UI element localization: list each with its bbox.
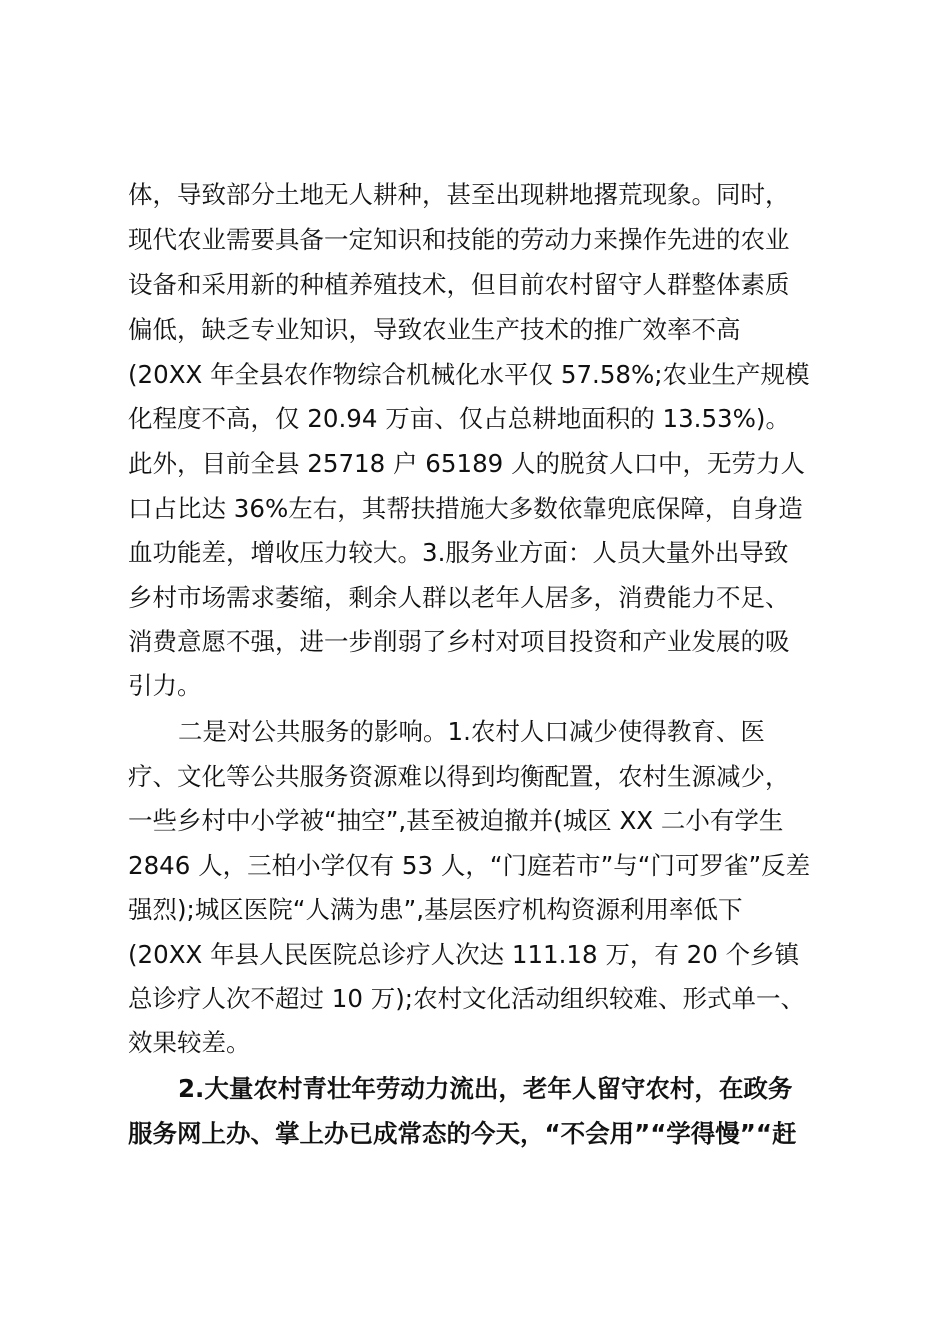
text-line: 血功能差，增收压力较大。3.服务业方面：人员大量外出导致 [128,538,789,567]
text-line: 疗、文化等公共服务资源难以得到均衡配置，农村生源减少， [128,762,790,791]
text-line: 消费意愿不强，进一步削弱了乡村对项目投资和产业发展的吸 [128,627,790,656]
text-line: 强烈);城区医院“人满为患”,基层医疗机构资源利用率低下 [128,895,743,924]
text-line: 引力。 [128,671,202,700]
text-line: 体，导致部分土地无人耕种，甚至出现耕地撂荒现象。同时， [128,180,790,209]
bold-paragraph-line: 2.大量农村青壮年劳动力流出，老年人留守农村，在政务 [178,1074,793,1103]
text-line: 一些乡村中小学被“抽空”,甚至被迫撤并(城区 XX 二小有学生 [128,806,784,835]
text-line: 总诊疗人次不超过 10 万);农村文化活动组织较难、形式单一、 [128,984,806,1013]
text-line: 化程度不高，仅 20.94 万亩、仅占总耕地面积的 13.53%)。 [128,404,790,433]
text-line: 口占比达 36%左右，其帮扶措施大多数依靠兜底保障，自身造 [128,494,803,523]
text-line: 偏低，缺乏专业知识，导致农业生产技术的推广效率不高 [128,315,741,344]
text-line: 此外，目前全县 25718 户 65189 人的脱贫人口中，无劳力人 [128,449,806,478]
text-line: (20XX 年县人民医院总诊疗人次达 111.18 万，有 20 个乡镇 [128,940,800,969]
text-line: 现代农业需要具备一定知识和技能的劳动力来操作先进的农业 [128,225,790,254]
text-line: (20XX 年全县农作物综合机械化水平仅 57.58%;农业生产规模 [128,360,810,389]
text-line: 设备和采用新的种植养殖技术，但目前农村留守人群整体素质 [128,270,790,299]
text-line: 2846 人，三柏小学仅有 53 人，“门庭若市”与“门可罗雀”反差 [128,851,811,880]
paragraph-heading-public-services: 二是对公共服务的影响。1.农村人口减少使得教育、医 [178,717,765,746]
bold-paragraph-line: 服务网上办、掌上办已成常态的今天，“不会用”“学得慢”“赶 [128,1119,797,1148]
text-line: 乡村市场需求萎缩，剩余人群以老年人居多，消费能力不足、 [128,583,790,612]
text-line: 效果较差。 [128,1028,251,1057]
